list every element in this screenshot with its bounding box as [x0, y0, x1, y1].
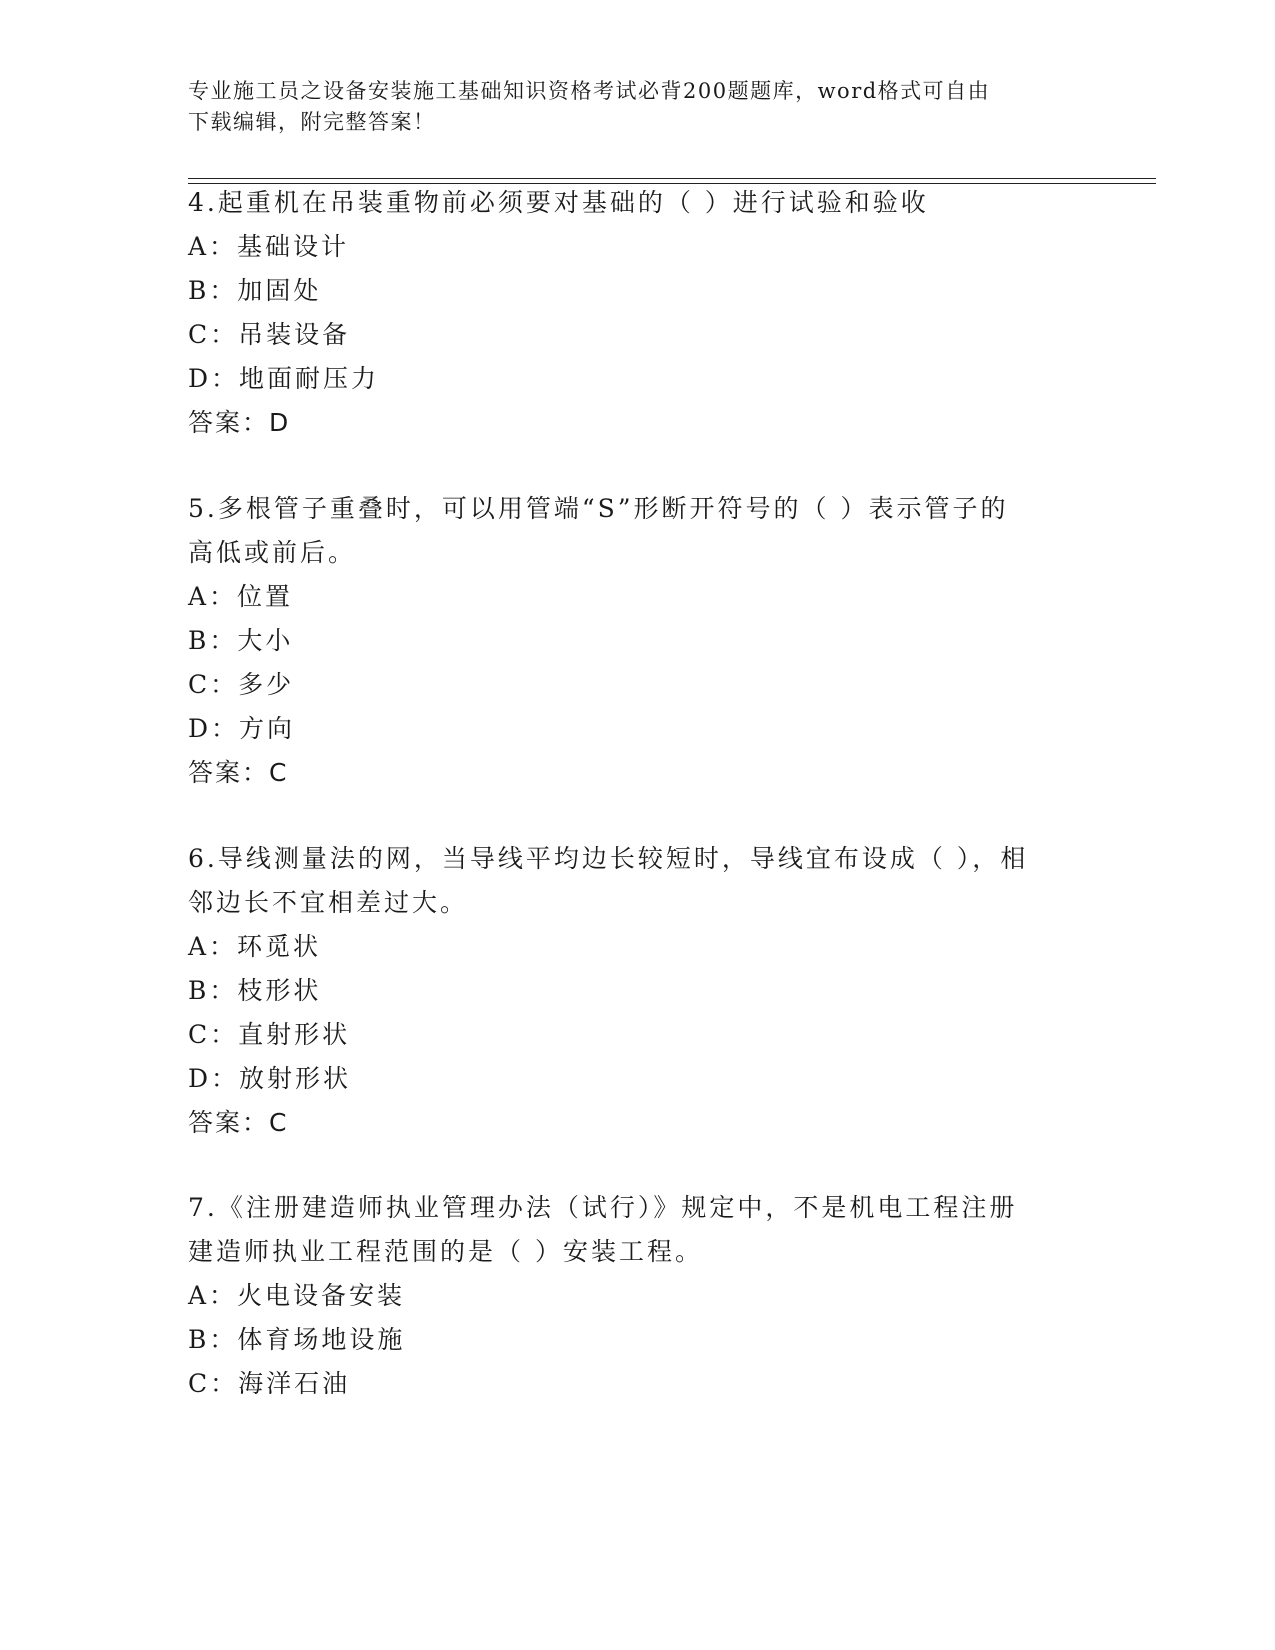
question-7-stem-line-1: 7.《注册建造师执业管理办法（试行）》规定中，不是机电工程注册 [188, 1193, 1018, 1222]
question-5-stem-line-1: 5.多根管子重叠时，可以用管端“S”形断开符号的（ ）表示管子的 [188, 494, 1009, 523]
header-line-1: 专业施工员之设备安装施工基础知识资格考试必背200题题库，word格式可自由 [188, 79, 991, 103]
question-6-stem-line-1: 6.导线测量法的网，当导线平均边长较短时，导线宜布设成（ ），相 [188, 844, 1029, 873]
question-4-stem-line-1: 4.起重机在吊装重物前必须要对基础的（ ）进行试验和验收 [188, 188, 929, 217]
document-header [188, 76, 1068, 138]
question-4-answer: 答案：D [188, 408, 291, 437]
question-7-option-c: C：海洋石油 [188, 1369, 351, 1398]
question-5-option-c: C：多少 [188, 670, 295, 699]
question-6-option-b: B：枝形状 [188, 976, 322, 1005]
question-7-option-a: A：火电设备安装 [188, 1281, 406, 1310]
question-5-answer: 答案：C [188, 758, 289, 787]
question-6-option-c: C：直射形状 [188, 1020, 351, 1049]
question-7-option-b: B：体育场地设施 [188, 1325, 406, 1354]
question-6-option-d: D：放射形状 [188, 1064, 352, 1093]
question-5-option-a: A：位置 [188, 582, 294, 611]
question-5-stem-line-2: 高低或前后。 [188, 538, 357, 567]
question-5-option-d: D：方向 [188, 714, 296, 743]
question-7-stem-line-2: 建造师执业工程范围的是（ ）安装工程。 [188, 1237, 703, 1266]
question-4-option-a: A：基础设计 [188, 232, 350, 261]
header-line-2: 下载编辑，附完整答案！ [188, 110, 436, 134]
question-4-option-c: C：吊装设备 [188, 320, 351, 349]
question-6-answer: 答案：C [188, 1108, 289, 1137]
question-5-option-b: B：大小 [188, 626, 294, 655]
header-divider-bottom [188, 183, 1156, 184]
header-divider-top [188, 178, 1156, 179]
question-4-option-b: B：加固处 [188, 276, 322, 305]
question-4-option-d: D：地面耐压力 [188, 364, 380, 393]
question-6-stem-line-2: 邻边长不宜相差过大。 [188, 888, 469, 917]
question-6-option-a: A：环觅状 [188, 932, 322, 961]
